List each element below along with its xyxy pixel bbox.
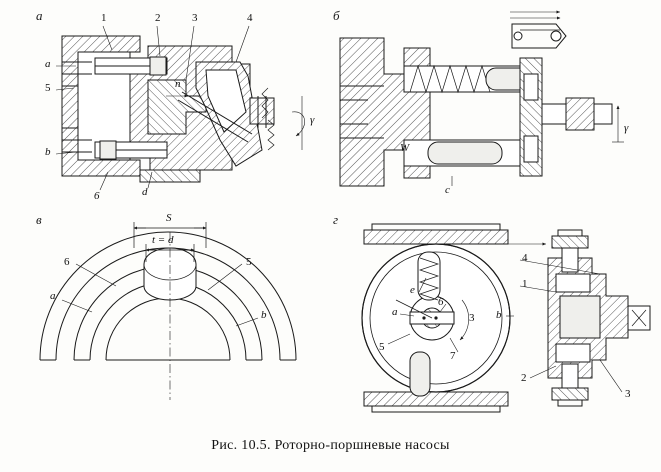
label-a-n: n [175, 78, 181, 90]
label-b-c: с [445, 184, 450, 196]
label-g-e: е [410, 284, 415, 296]
label-a-3: 3 [192, 12, 198, 24]
label-g-4: 4 [522, 252, 528, 264]
panel-a-artwork [56, 26, 305, 190]
panel-g-artwork [362, 224, 650, 412]
label-v-b: b [261, 309, 267, 321]
label-g-3-outer: 3 [625, 388, 631, 400]
label-b-w: W [400, 142, 410, 154]
panel-letter-v: в [36, 212, 42, 227]
label-g-2: 2 [521, 372, 527, 384]
panel-letter-b: б [333, 8, 340, 23]
label-v-5: 5 [246, 256, 252, 268]
label-a-gamma: γ [310, 114, 315, 126]
label-a-port-b: b [45, 146, 51, 158]
label-a-port-a: а [45, 58, 51, 70]
label-g-a: а [392, 306, 398, 318]
label-a-6: 6 [94, 190, 100, 202]
label-g-7: 7 [450, 350, 456, 362]
label-b-gamma: γ [624, 122, 629, 134]
panel-v-artwork [40, 222, 296, 400]
label-v-s: S [166, 212, 172, 224]
panel-letter-g: г [333, 212, 339, 227]
label-v-t-equals-d: t = d [152, 234, 174, 246]
label-g-6: 6 [438, 296, 444, 308]
label-a-2: 2 [155, 12, 161, 24]
label-a-5: 5 [45, 82, 51, 94]
label-v-a: а [50, 290, 56, 302]
label-a-1: 1 [101, 12, 107, 24]
panel-b-artwork [340, 12, 624, 186]
label-g-5: 5 [379, 341, 385, 353]
label-g-b: b [496, 309, 502, 321]
label-g-3-inner: 3 [469, 312, 475, 324]
label-a-4: 4 [247, 12, 253, 24]
panel-letter-a: а [36, 8, 43, 23]
figure-caption: Рис. 10.5. Роторно-поршневые насосы [211, 438, 450, 453]
label-a-d: d [142, 186, 148, 198]
label-g-1: 1 [522, 278, 528, 290]
label-v-6: 6 [64, 256, 70, 268]
